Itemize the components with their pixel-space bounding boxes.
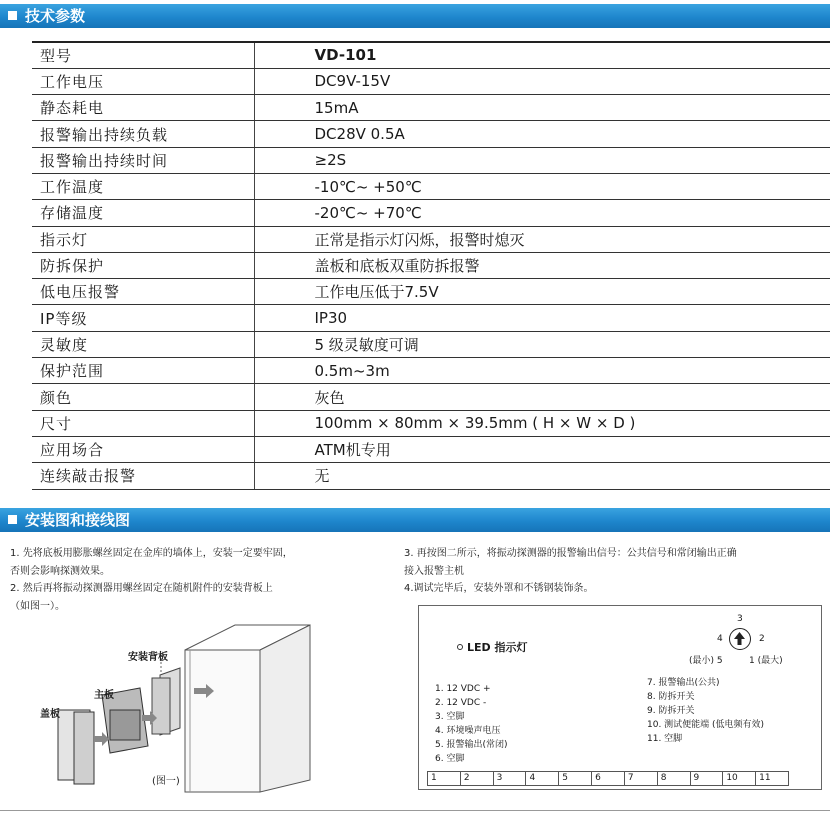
spec-value: 灰色 [254,384,830,410]
spec-row [32,173,830,199]
dial-label-min: (最小) 5 [689,656,723,666]
spec-key: 工作温度 [32,173,254,199]
install-section-title: 安装图和接线图 [25,511,131,529]
spec-value: VD-101 [254,42,830,68]
main-board-label: 主板 [94,690,114,701]
figure-caption: (图一) [152,776,180,787]
spec-row [32,305,830,331]
spec-row [32,252,830,278]
square-bullet-icon [8,11,17,20]
instruction-line: 否则会影响探测效果。 [10,565,110,577]
square-bullet-icon [8,515,17,524]
dial-label-2: 2 [759,634,765,644]
spec-value: DC9V-15V [254,68,830,94]
instruction-line: 1. 先将底板用膨胀螺丝固定在金库的墙体上，安装一定要牢固， [10,548,293,559]
terminal-cell: 11 [759,773,771,783]
instruction-line: 4.调试完毕后，安装外罩和不锈钢装饰条。 [404,583,594,594]
spec-row [32,147,830,173]
wiring-diagram [418,605,822,790]
terminal-desc: 3. 空脚 [435,712,465,722]
terminal-cell: 8 [658,772,691,785]
led-circle-icon [457,644,463,650]
terminal-cell: 4 [526,772,559,785]
spec-row [32,436,830,462]
install-section-header [0,508,830,532]
terminal-cell: 2 [461,772,494,785]
spec-key: 连续敲击报警 [32,463,254,489]
spec-key: IP等级 [32,305,254,331]
dial-label-3: 3 [737,614,743,624]
terminal-desc: 11. 空脚 [647,734,683,744]
instructions-left [10,545,293,615]
spec-key: 工作电压 [32,68,254,94]
terminal-cell: 1 [428,772,461,785]
spec-key: 静态耗电 [32,95,254,121]
instruction-line: 2. 然后再将振动探测器用螺丝固定在随机附件的安装背板上 [10,583,273,594]
led-indicator-label: LED 指示灯 [457,639,527,655]
spec-value: 无 [254,463,830,489]
spec-value: 5 级灵敏度可调 [254,331,830,357]
instruction-line: （如图一）。 [10,600,65,612]
spec-key: 灵敏度 [32,331,254,357]
spec-value: 工作电压低于7.5V [254,279,830,305]
specs-section-header [0,4,830,28]
spec-row [32,68,830,94]
spec-key: 报警输出持续负载 [32,121,254,147]
terminal-desc: 4. 环境噪声电压 [435,726,501,736]
sensitivity-dial-icon [729,628,751,650]
instructions-right [404,545,737,598]
spec-value: 100mm × 80mm × 39.5mm ( H × W × D ) [254,410,830,436]
spec-key: 颜色 [32,384,254,410]
footer-divider [0,810,830,811]
spec-row [32,463,830,489]
instruction-line: 接入报警主机 [404,565,464,577]
terminal-cell: 10 [723,772,756,785]
back-plate-label: 安装背板 [128,652,168,663]
spec-value: 盖板和底板双重防拆报警 [254,252,830,278]
spec-row [32,279,830,305]
dial-label-4: 4 [717,634,723,644]
terminal-cell: 3 [494,772,527,785]
terminal-desc: 7. 报警输出(公共) [647,678,720,688]
terminal-list-left [435,682,507,766]
installation-diagram [30,620,320,795]
spec-key: 应用场合 [32,436,254,462]
spec-row [32,95,830,121]
spec-key: 报警输出持续时间 [32,147,254,173]
terminal-cell: 6 [592,772,625,785]
terminal-desc: 2. 12 VDC - [435,698,487,708]
spec-row [32,42,830,68]
terminal-cell: 7 [625,772,658,785]
spec-row [32,410,830,436]
spec-value: 0.5m~3m [254,358,830,384]
spec-key: 型号 [32,42,254,68]
terminal-desc: 9. 防拆开关 [647,706,695,716]
spec-value: DC28V 0.5A [254,121,830,147]
spec-value: 15mA [254,95,830,121]
terminal-list-right [647,676,764,746]
dial-label-max: 1 (最大) [749,656,783,666]
spec-row [32,331,830,357]
instruction-line: 3. 再按图二所示，将振动探测器的报警输出信号：公共信号和常闭输出正确 [404,548,737,559]
spec-row [32,226,830,252]
spec-row [32,121,830,147]
cover-label: 盖板 [40,709,60,720]
spec-key: 防拆保护 [32,252,254,278]
spec-table [32,41,830,490]
spec-row [32,200,830,226]
spec-key: 保护范围 [32,358,254,384]
spec-key: 指示灯 [32,226,254,252]
spec-value: ATM机专用 [254,436,830,462]
spec-key: 低电压报警 [32,279,254,305]
spec-value: -10℃~ +50℃ [254,173,830,199]
spec-row [32,358,830,384]
terminal-desc: 6. 空脚 [435,754,465,764]
spec-key: 存储温度 [32,200,254,226]
spec-value: ≥2S [254,147,830,173]
spec-row [32,384,830,410]
terminal-desc: 10. 测试便能端 (低电频有效) [647,720,765,730]
spec-value: -20℃~ +70℃ [254,200,830,226]
specs-section-title: 技术参数 [25,7,86,25]
terminal-cell: 9 [691,772,724,785]
terminal-desc: 1. 12 VDC + [435,684,491,694]
terminal-cell: 5 [559,772,592,785]
terminal-desc: 8. 防拆开关 [647,692,695,702]
terminal-desc: 5. 报警输出(常闭) [435,740,508,750]
up-arrow-icon [730,629,749,648]
terminal-strip [427,771,789,786]
spec-value: 正常是指示灯闪烁，报警时熄灭 [254,226,830,252]
spec-value: IP30 [254,305,830,331]
spec-key: 尺寸 [32,410,254,436]
